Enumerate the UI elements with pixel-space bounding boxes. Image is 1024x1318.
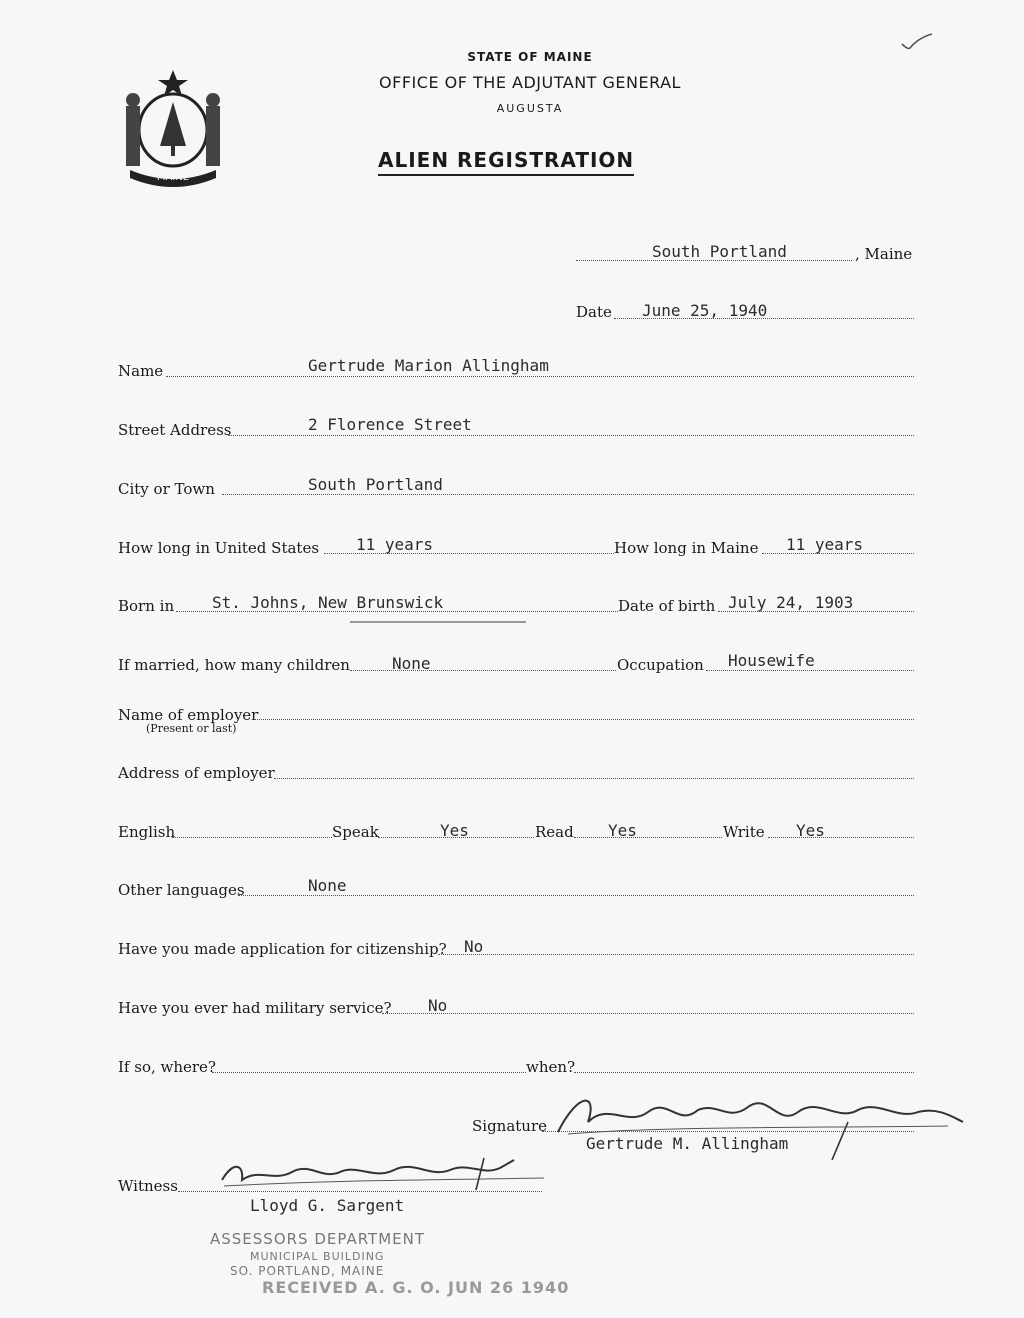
city-value: South Portland [308,475,443,494]
us-value: 11 years [356,535,434,554]
employer-address-label: Address of employer [118,764,275,782]
maine-seal-icon [120,66,226,188]
city-heading: AUGUSTA [496,102,564,115]
city-label: City or Town [118,480,215,498]
where-label: If so, where? [118,1058,216,1076]
born-value: St. Johns, New Brunswick [212,593,444,612]
when-label: when? [526,1058,576,1076]
check-mark-icon [900,30,934,52]
form-title: ALIEN REGISTRATION [378,148,634,176]
street-value: 2 Florence Street [308,415,472,434]
name-value: Gertrude Marion Allingham [308,356,549,375]
citizenship-label: Have you made application for citizenship? [118,940,447,958]
employer-note: (Present or last) [146,722,237,735]
assessors-stamp-address: SO. PORTLAND, MAINE [230,1264,385,1278]
received-stamp: RECEIVED A. G. O. JUN 26 1940 [262,1278,570,1297]
speak-label: Speak [332,823,379,841]
witness-typed-name: Lloyd G. Sargent [250,1196,405,1215]
signature-label: Signature [472,1117,548,1135]
svg-text:MAINE: MAINE [156,172,190,183]
write-value: Yes [796,821,825,840]
read-value: Yes [608,821,637,840]
maine-value: 11 years [786,535,864,554]
children-label: If married, how many children [118,656,350,674]
assessors-stamp-dept: ASSESSORS DEPARTMENT [210,1230,426,1248]
military-value: No [428,996,448,1015]
state-heading: STATE OF MAINE [467,50,593,64]
speak-value: Yes [440,821,469,840]
english-label: English [118,823,176,841]
children-value: None [392,654,431,673]
maine-label: How long in Maine [614,539,759,557]
name-label: Name [118,362,164,380]
dob-value: July 24, 1903 [728,593,854,612]
other-languages-value: None [308,876,347,895]
witness-signature-handwriting [214,1150,554,1200]
military-label: Have you ever had military service? [118,999,392,1017]
write-label: Write [723,823,765,841]
date-label: Date [576,303,612,321]
occupation-label: Occupation [617,656,704,674]
citizenship-value: No [464,937,484,956]
place-suffix: , Maine [855,245,913,263]
assessors-stamp-building: MUNICIPAL BUILDING [250,1250,385,1263]
dob-label: Date of birth [618,597,716,615]
occupation-value: Housewife [728,651,815,670]
witness-label: Witness [118,1177,178,1195]
employer-label: Name of employer [118,706,259,724]
place-value: South Portland [652,242,787,261]
other-languages-label: Other languages [118,881,245,899]
us-label: How long in United States [118,539,320,557]
read-label: Read [535,823,574,841]
date-value: June 25, 1940 [642,301,768,320]
office-heading: OFFICE OF THE ADJUTANT GENERAL [379,73,681,92]
born-label: Born in [118,597,175,615]
street-label: Street Address [118,421,232,439]
signature-typed-name: Gertrude M. Allingham [586,1134,789,1153]
